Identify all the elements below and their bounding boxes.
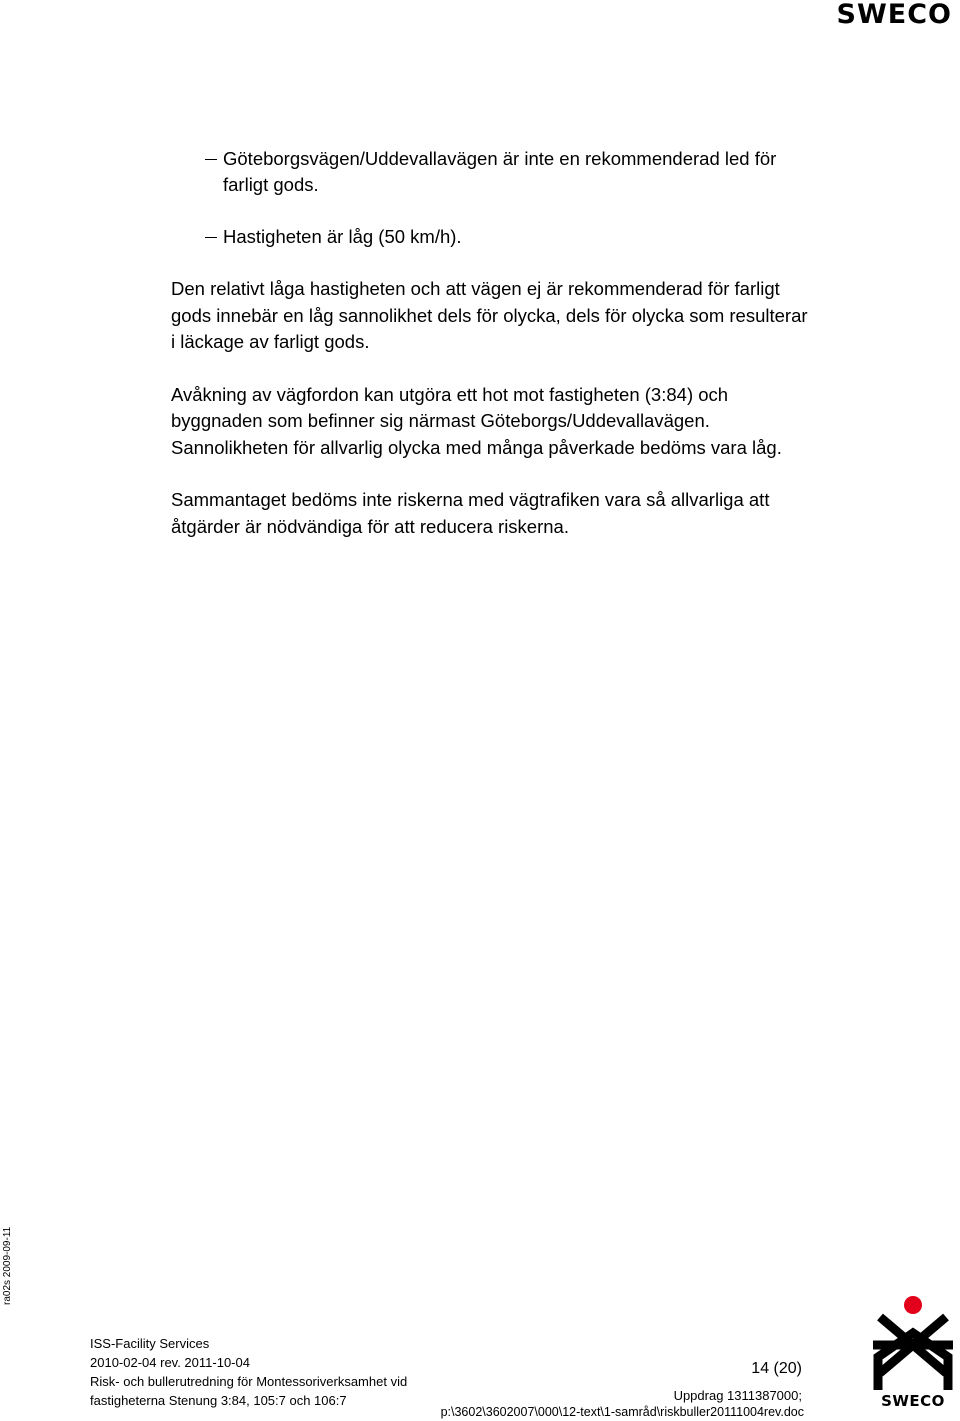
paragraph: Den relativt låga hastigheten och att vägen ej är rekommenderad för farligt gods innebär en låg sannolikhet dels för olycka, dels för olycka som resulterar i läckage av farligt gods. xyxy=(171,278,808,352)
page-number: 14 (20) xyxy=(751,1360,802,1377)
footer-info xyxy=(90,1334,407,1410)
assignment-number: Uppdrag 1311387000; xyxy=(673,1388,802,1403)
dash-bullet-icon xyxy=(205,237,217,238)
document-body xyxy=(171,146,811,559)
footer-reference xyxy=(441,1359,802,1421)
footer-company: ISS-Facility Services xyxy=(90,1336,210,1351)
footer-title-line2: fastigheterna Stenung 3:84, 105:7 och 106:7 xyxy=(90,1393,347,1408)
template-stamp: ra02s 2009-09-11 xyxy=(2,1226,13,1305)
sweco-logo-icon xyxy=(872,1293,954,1408)
paragraph: Sammantaget bedöms inte riskerna med vägtrafiken vara så allvarliga att åtgärder är nödvändiga för att reducera riskerna. xyxy=(171,489,770,537)
header-brand-logo: SWECO xyxy=(836,0,952,30)
dash-bullet-icon xyxy=(205,159,217,160)
footer-title-line1: Risk- och bullerutredning för Montessoriverksamhet vid xyxy=(90,1374,408,1389)
logo-text: SWECO xyxy=(881,1392,945,1408)
file-path: p:\3602\3602007\000\12-text\1-samråd\riskbuller20111004rev.doc xyxy=(440,1405,804,1419)
bullet-item xyxy=(171,146,811,198)
bullet-item xyxy=(171,224,811,250)
footer-date: 2010-02-04 rev. 2011-10-04 xyxy=(90,1355,250,1370)
logo-red-dot xyxy=(904,1296,922,1314)
bullet-text: Hastigheten är låg (50 km/h). xyxy=(223,226,462,247)
bullet-text: Göteborgsvägen/Uddevallavägen är inte en rekommenderad led för farligt gods. xyxy=(223,148,777,195)
paragraph: Avåkning av vägfordon kan utgöra ett hot mot fastigheten (3:84) och byggnaden som befinner sig närmast Göteborgs/Uddevallavägen. Sannolikheten för allvarlig olycka med många påverkade bedöms vara låg. xyxy=(171,383,782,458)
